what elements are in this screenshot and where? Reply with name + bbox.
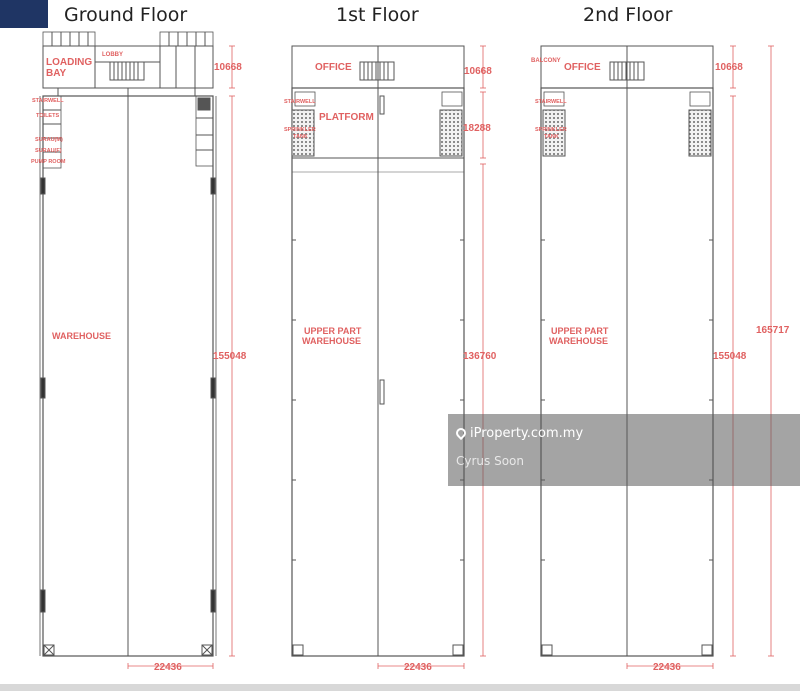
watermark-brand-text: iProperty.com.my bbox=[470, 426, 584, 441]
warehouse-label-1: UPPER PART bbox=[551, 326, 609, 336]
first-floor-labels bbox=[284, 62, 497, 673]
watermark-brand bbox=[456, 426, 583, 441]
stairwell-label: STAIRWELL bbox=[535, 99, 567, 105]
pump-room-label: PUMP ROOM bbox=[31, 159, 66, 165]
width-dimension: 22436 bbox=[404, 662, 432, 673]
front-dimension: 10668 bbox=[715, 62, 743, 73]
length-dimension: 155048 bbox=[213, 351, 247, 362]
surau-f-label: SURAU(F) bbox=[35, 148, 62, 154]
total-dimension: 165717 bbox=[756, 325, 790, 336]
length-dimension: 136760 bbox=[463, 351, 497, 362]
toilets-label: TOILETS bbox=[36, 113, 60, 119]
watermark-agent: Cyrus Soon bbox=[456, 454, 524, 468]
sprinkler-label-1: SPRINKLER bbox=[535, 127, 567, 133]
length-dimension: 155048 bbox=[713, 351, 747, 362]
location-pin-icon bbox=[454, 426, 468, 440]
office-label: OFFICE bbox=[564, 62, 601, 73]
sprinkler-label-2: TANK bbox=[293, 134, 308, 140]
second-floor-labels bbox=[531, 58, 790, 673]
warehouse-label: WAREHOUSE bbox=[52, 331, 112, 341]
balcony-label: BALCONY bbox=[531, 58, 561, 64]
platform-label: PLATFORM bbox=[319, 112, 374, 123]
warehouse-label-2: WAREHOUSE bbox=[549, 336, 609, 346]
second-floor-title: 2nd Floor bbox=[583, 4, 673, 26]
front-dimension: 10668 bbox=[214, 62, 242, 73]
stairwell-label: STAIRWELL bbox=[284, 99, 316, 105]
first-floor-title: 1st Floor bbox=[336, 4, 419, 26]
warehouse-label-1: UPPER PART bbox=[304, 326, 362, 336]
sprinkler-label-2: TANK bbox=[544, 134, 559, 140]
surau-m-label: SURAU(M) bbox=[35, 137, 63, 143]
bottom-band bbox=[0, 684, 800, 691]
width-dimension: 22436 bbox=[154, 662, 182, 673]
second-floor-plan bbox=[541, 46, 713, 656]
ground-floor-title: Ground Floor bbox=[64, 4, 188, 26]
office-label: OFFICE bbox=[315, 62, 352, 73]
warehouse-label-2: WAREHOUSE bbox=[302, 336, 362, 346]
loading-bay-label-2: BAY bbox=[46, 68, 67, 79]
ground-floor-plan bbox=[40, 32, 216, 656]
platform-dimension: 18288 bbox=[463, 123, 491, 134]
loading-bay-label-1: LOADING bbox=[46, 57, 93, 68]
watermark-banner bbox=[448, 414, 800, 486]
front-dimension: 10668 bbox=[464, 66, 492, 77]
width-dimension: 22436 bbox=[653, 662, 681, 673]
ground-floor-labels bbox=[31, 52, 247, 673]
first-floor-plan bbox=[292, 46, 464, 656]
stairwell-label: STAIRWELL bbox=[32, 98, 64, 104]
lobby-label: LOBBY bbox=[102, 52, 123, 58]
sprinkler-label-1: SPRINKLER bbox=[284, 127, 316, 133]
